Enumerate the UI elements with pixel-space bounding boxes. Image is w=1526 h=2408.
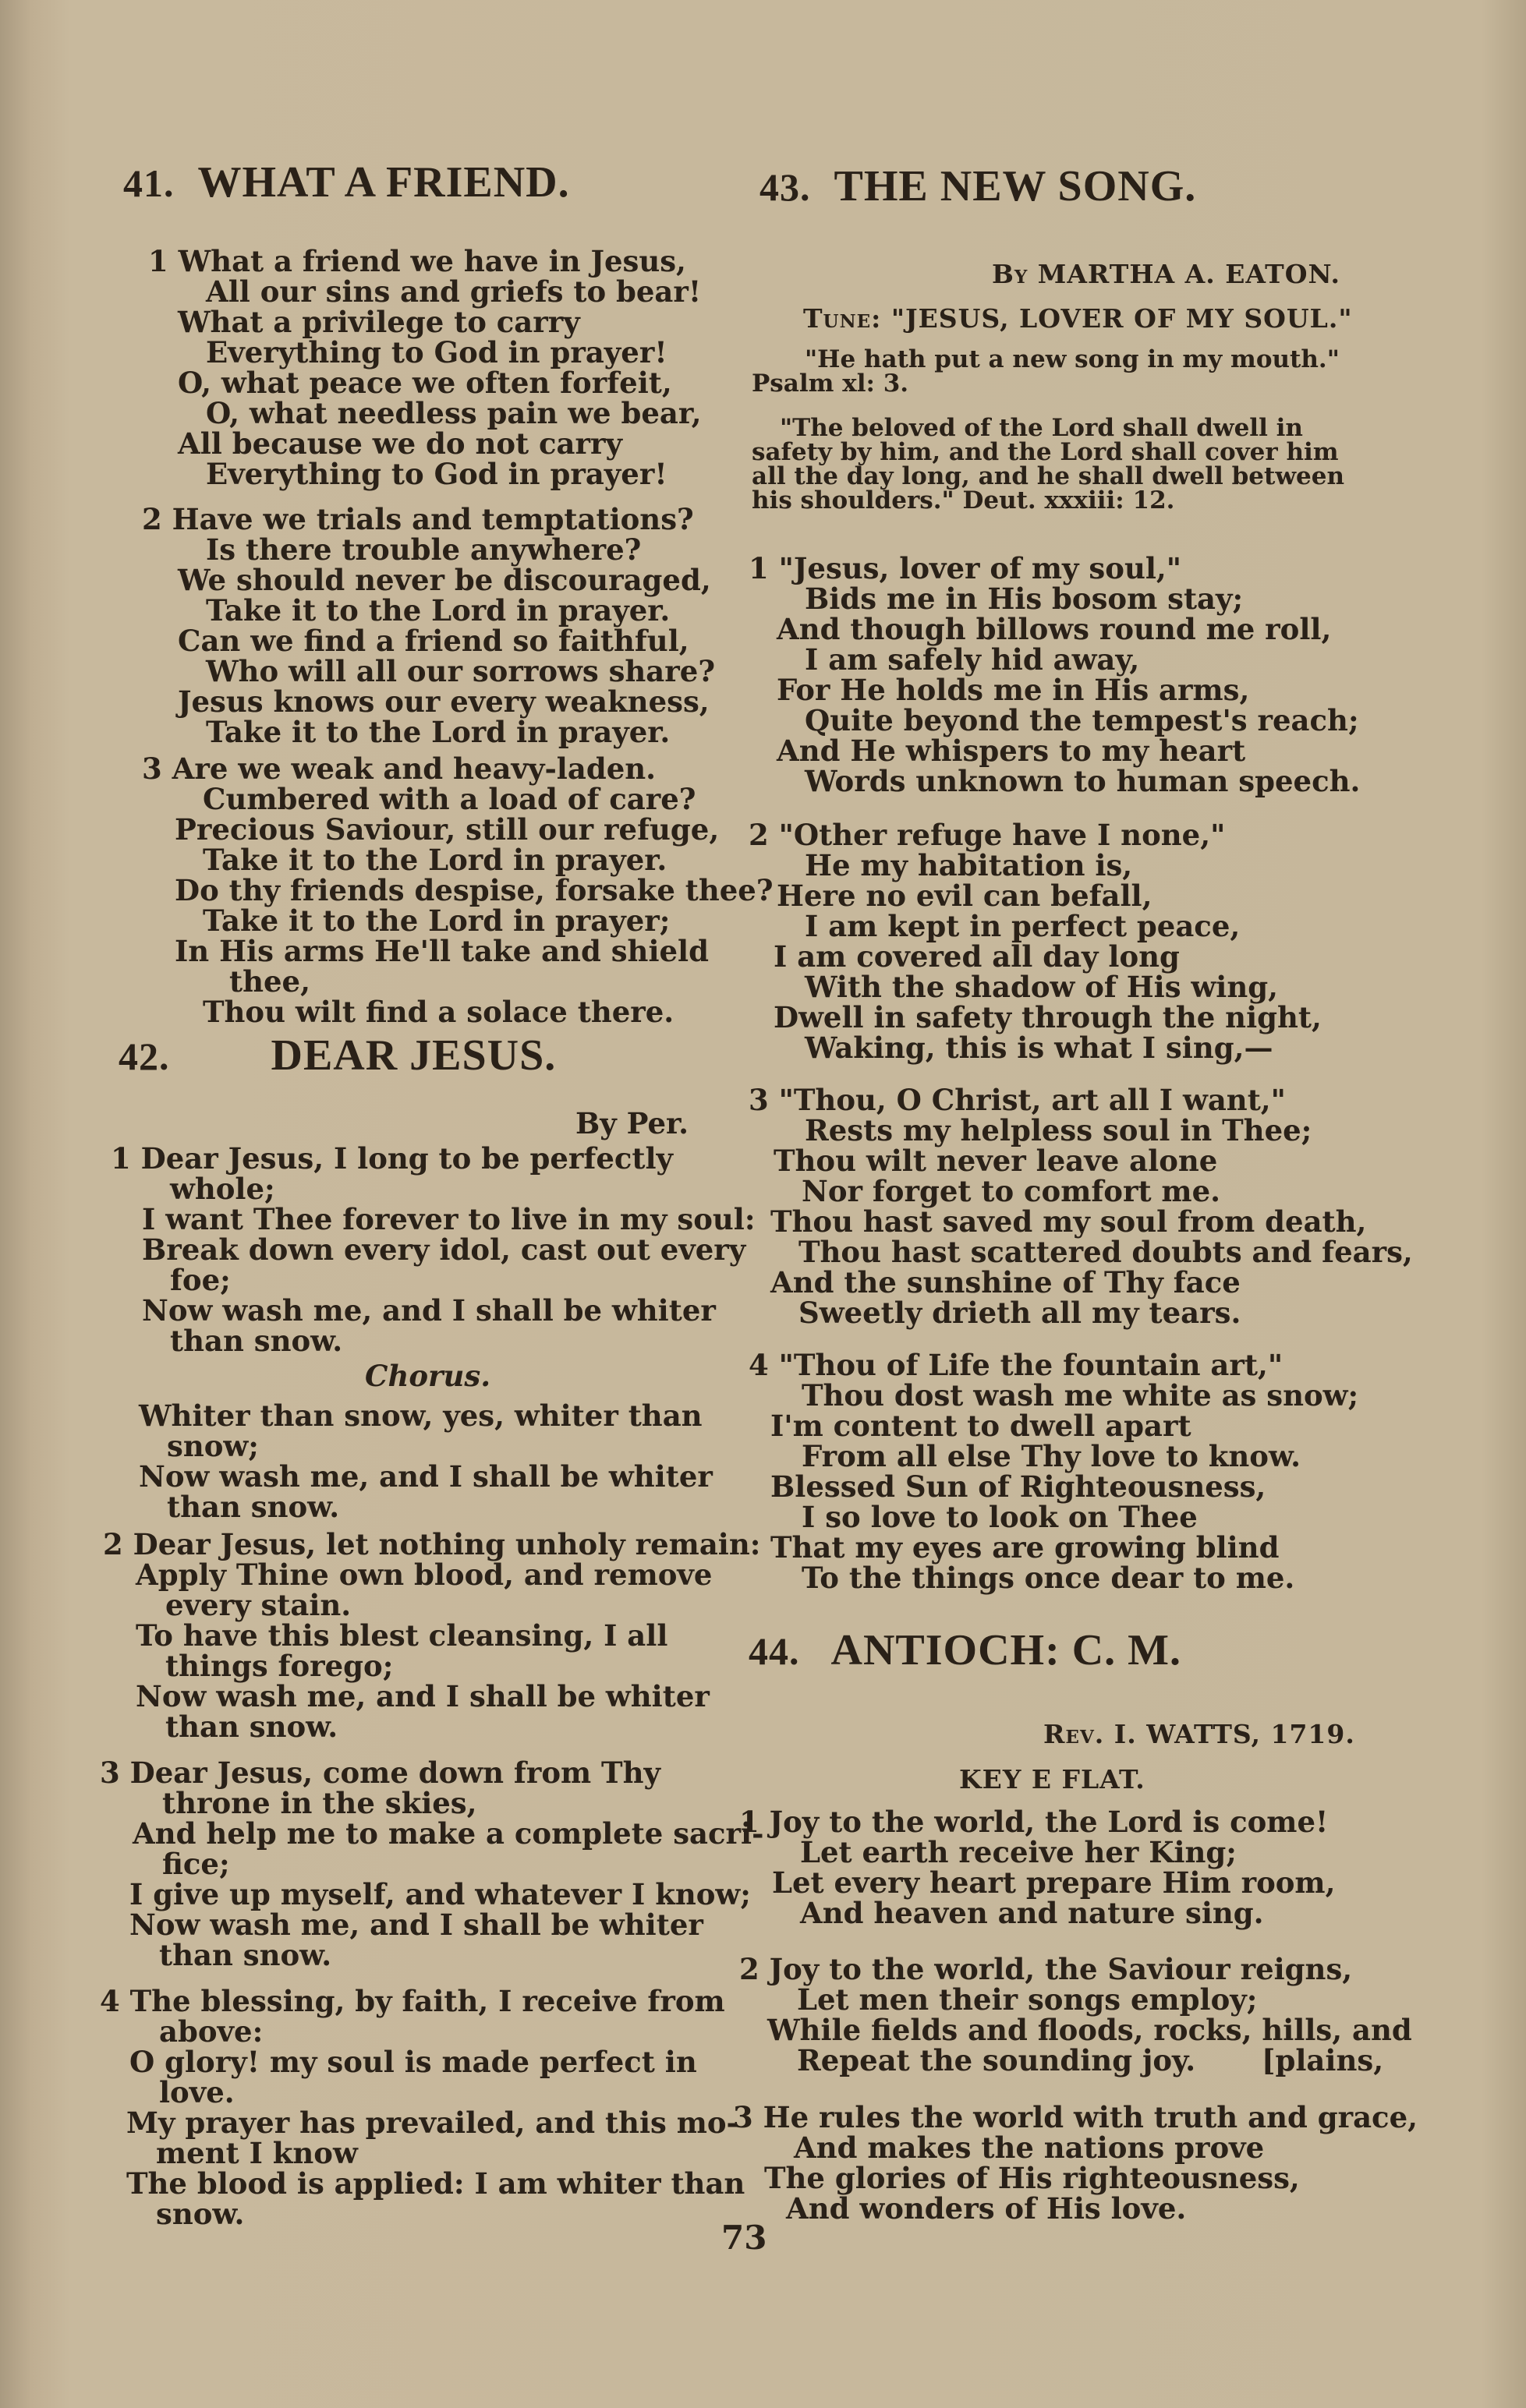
verse-line: thee,	[229, 964, 310, 999]
verse-line: Break down every idol, cast out every	[142, 1232, 746, 1267]
verse-line: Nor forget to comfort me.	[802, 1174, 1220, 1208]
verse-line: Can we find a friend so faithful,	[178, 624, 689, 658]
verse-line: I'm content to dwell apart	[770, 1409, 1191, 1443]
verse-line: I so love to look on Thee	[802, 1500, 1198, 1534]
verse-line: 3 Are we weak and heavy-laden.	[142, 751, 657, 786]
verse-line: I am safely hid away,	[805, 642, 1140, 677]
verse-line: I want Thee forever to live in my soul:	[142, 1202, 756, 1236]
verse-line: Now wash me, and I shall be whiter	[142, 1293, 716, 1328]
verse-line: Repeat the sounding joy.	[797, 2043, 1196, 2077]
verse-line: 2 Dear Jesus, let nothing unholy remain:	[103, 1527, 761, 1561]
verse-line: than snow.	[170, 1324, 343, 1358]
verse-line: And wonders of His love.	[786, 2191, 1187, 2226]
verse-line: every stain.	[165, 1588, 352, 1622]
verse-line: The blood is applied: I am whiter than	[126, 2166, 745, 2201]
verse-line: And He whispers to my heart	[777, 734, 1246, 768]
verse-line: What a privilege to carry	[178, 305, 580, 339]
verse-line: Rests my helpless soul in Thee;	[805, 1113, 1312, 1147]
verse-line: In His arms He'll take and shield	[175, 934, 709, 968]
verse-line: than snow.	[159, 1938, 332, 1972]
verse-line: Thou wilt never leave alone	[774, 1144, 1218, 1178]
verse-line: Take it to the Lord in prayer.	[206, 715, 671, 749]
verse-line: To the things once dear to me.	[802, 1561, 1295, 1595]
hymn-author: By MARTHA A. EATON.	[992, 259, 1340, 289]
verse-line: foe;	[170, 1263, 231, 1297]
epigraph-line: "The beloved of the Lord shall dwell in	[780, 414, 1303, 442]
hymn-author: By Per.	[575, 1106, 689, 1140]
verse-line: Thou wilt find a solace there.	[203, 995, 674, 1029]
verse-line: than snow.	[165, 1710, 338, 1744]
verse-line: My prayer has prevailed, and this mo-	[126, 2106, 738, 2140]
chorus-label: Chorus.	[365, 1359, 491, 1393]
verse-line: That my eyes are growing blind	[770, 1530, 1280, 1565]
hymn-41-title	[123, 158, 570, 207]
verse-line: Quite beyond the tempest's reach;	[805, 703, 1359, 737]
verse-line: things forego;	[165, 1649, 394, 1683]
verse-line: 3 He rules the world with truth and grace,	[733, 2100, 1418, 2134]
verse-line: Blessed Sun of Righteousness,	[770, 1469, 1266, 1504]
verse-line: fice;	[162, 1847, 230, 1881]
hymn-author: Rev. I. WATTS, 1719.	[1043, 1719, 1355, 1749]
verse-line: O, what peace we often forfeit,	[178, 366, 672, 400]
epigraph-line: safety by him, and the Lord shall cover him	[752, 438, 1339, 466]
verse-line: All our sins and griefs to bear!	[206, 274, 702, 309]
verse-line: And help me to make a complete sacri-	[133, 1816, 764, 1851]
verse-line: I am covered all day long	[774, 939, 1180, 974]
chorus-line: Now wash me, and I shall be whiter	[139, 1459, 713, 1494]
hymn-number: 41.	[123, 161, 175, 205]
verse-line: 4 The blessing, by faith, I receive from	[100, 1984, 725, 2018]
verse-line: The glories of His righteousness,	[764, 2161, 1300, 2195]
verse-line: Apply Thine own blood, and remove	[136, 1558, 713, 1592]
verse-line: 3 Dear Jesus, come down from Thy	[100, 1756, 660, 1790]
epigraph-line: "He hath put a new song in my mouth."	[805, 345, 1340, 373]
verse-line: Dwell in safety through the night,	[774, 1000, 1322, 1034]
verse-line: Take it to the Lord in prayer.	[206, 593, 671, 628]
verse-line: I am kept in perfect peace,	[805, 909, 1241, 943]
verse-line: While fields and floods, rocks, hills, and	[767, 2013, 1412, 2047]
verse-line: Now wash me, and I shall be whiter	[129, 1908, 703, 1942]
verse-line: Now wash me, and I shall be whiter	[136, 1679, 710, 1713]
hymn-title-text: WHAT A FRIEND.	[197, 158, 570, 207]
verse-line: To have this blest cleansing, I all	[136, 1618, 668, 1653]
hymn-43-title	[759, 162, 1197, 210]
verse-line: All because we do not carry	[178, 426, 623, 461]
verse-line: Precious Saviour, still our refuge,	[175, 812, 720, 847]
verse-line: Waking, this is what I sing,—	[805, 1031, 1273, 1065]
verse-line: For He holds me in His arms,	[777, 673, 1250, 707]
hymn-44-title	[749, 1626, 1182, 1674]
verse-line: We should never be discouraged,	[178, 563, 711, 597]
hymn-title-text: DEAR JESUS.	[271, 1031, 557, 1080]
verse-line: Words unknown to human speech.	[805, 764, 1361, 798]
verse-line: throne in the skies,	[162, 1786, 477, 1820]
verse-line: whole;	[170, 1172, 275, 1206]
hymn-tune: Tune: "JESUS, LOVER OF MY SOUL."	[803, 303, 1353, 334]
verse-line: 4 "Thou of Life the fountain art,"	[749, 1348, 1283, 1382]
verse-line: Take it to the Lord in prayer.	[203, 843, 667, 877]
epigraph-line: Psalm xl: 3.	[752, 370, 909, 398]
chorus-line: than snow.	[167, 1490, 340, 1524]
verse-line: Who will all our sorrows share?	[206, 654, 715, 688]
verse-line: Here no evil can befall,	[777, 879, 1152, 913]
verse-line: Cumbered with a load of care?	[203, 782, 696, 816]
verse-line: Everything to God in prayer!	[206, 335, 667, 370]
verse-line: 1 What a friend we have in Jesus,	[148, 244, 686, 278]
verse-line: love.	[159, 2075, 235, 2109]
verse-line: And heaven and nature sing.	[800, 1896, 1264, 1930]
hymn-title-text: THE NEW SONG.	[834, 162, 1197, 210]
verse-line: Do thy friends despise, forsake thee?	[175, 873, 774, 907]
chorus-line: snow;	[167, 1429, 259, 1463]
hymn-number: 43.	[759, 165, 811, 209]
verse-line: And the sunshine of Thy face	[770, 1265, 1241, 1299]
verse-line: And makes the nations prove	[794, 2130, 1265, 2165]
verse-line: Everything to God in prayer!	[206, 457, 667, 491]
verse-line: Let men their songs employ;	[797, 1982, 1258, 2017]
verse-line: 1 "Jesus, lover of my soul,"	[749, 551, 1182, 585]
verse-line: 2 Have we trials and temptations?	[142, 502, 694, 536]
verse-line: O glory! my soul is made perfect in	[129, 2045, 697, 2079]
verse-line: Thou hast scattered doubts and fears,	[798, 1235, 1413, 1269]
verse-line: snow.	[156, 2197, 245, 2231]
verse-line: Thou hast saved my soul from death,	[770, 1204, 1367, 1239]
verse-line: Jesus knows our every weakness,	[178, 684, 710, 719]
hymn-key: KEY E FLAT.	[959, 1764, 1145, 1795]
epigraph-line: all the day long, and he shall dwell between	[752, 462, 1345, 490]
verse-line: Is there trouble anywhere?	[206, 532, 642, 567]
verse-line: With the shadow of His wing,	[805, 970, 1278, 1004]
verse-line: ment I know	[156, 2136, 358, 2170]
verse-line: Let every heart prepare Him room,	[772, 1865, 1336, 1900]
hymn-number: 44.	[749, 1629, 800, 1673]
verse-line: And though billows round me roll,	[777, 612, 1332, 646]
epigraph-line: his shoulders." Deut. xxxiii: 12.	[752, 486, 1175, 514]
verse-line: 3 "Thou, O Christ, art all I want,"	[749, 1083, 1286, 1117]
verse-line: 2 Joy to the world, the Saviour reigns,	[739, 1952, 1353, 1986]
verse-line: I give up myself, and whatever I know;	[129, 1877, 751, 1911]
chorus-line: Whiter than snow, yes, whiter than	[139, 1398, 703, 1433]
verse-line: 2 "Other refuge have I none,"	[749, 818, 1226, 852]
verse-line: He my habitation is,	[805, 848, 1133, 882]
hymn-title-text: ANTIOCH: C. M.	[830, 1626, 1182, 1674]
verse-line: Bids me in His bosom stay;	[805, 582, 1244, 616]
hymn-number: 42.	[119, 1034, 170, 1078]
verse-line: [plains,	[1262, 2043, 1384, 2077]
verse-line: 1 Joy to the world, the Lord is come!	[739, 1805, 1329, 1839]
verse-line: 1 Dear Jesus, I long to be perfectly	[111, 1141, 674, 1176]
verse-line: O, what needless pain we bear,	[206, 396, 702, 430]
hymn-42-title	[119, 1031, 557, 1080]
verse-line: Let earth receive her King;	[800, 1835, 1237, 1869]
verse-line: above:	[159, 2014, 264, 2049]
verse-line: From all else Thy love to know.	[802, 1439, 1301, 1473]
verse-line: Take it to the Lord in prayer;	[203, 903, 671, 938]
verse-line: Sweetly drieth all my tears.	[798, 1296, 1241, 1330]
page-number: 73	[721, 2219, 767, 2257]
verse-line: Thou dost wash me white as snow;	[802, 1378, 1359, 1413]
